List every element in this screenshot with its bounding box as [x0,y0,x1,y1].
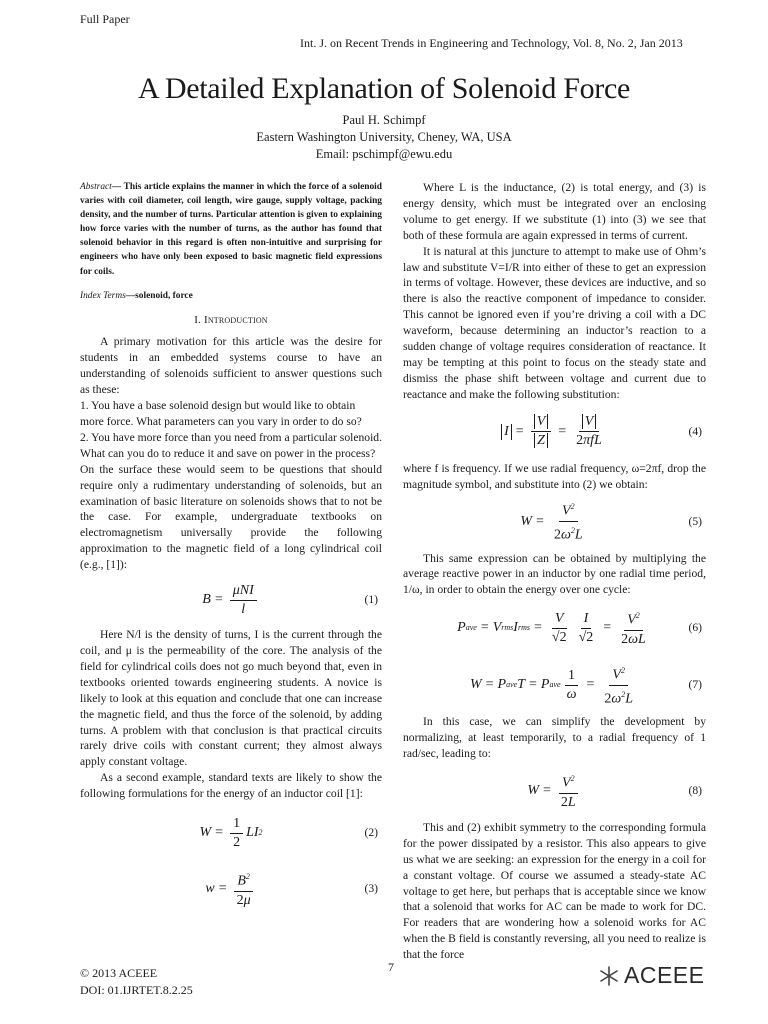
aceee-logo [598,962,704,989]
aceee-star-icon [598,965,620,987]
equation-3: w = $\frac{B^2}{2\mu}$ (3) [80,864,382,914]
section-number: I. [194,313,204,326]
abstract-text: — This article explains the manner in which the force of a solenoid varies with coil diameter, coil length, wire gauge, supply voltage, packing density, and the number of turns. Particular attention is given to explaining how force varies with the number of turns, as the author has found that solenoid behavior in this regard is often non-intuitive and surprising for engineers who have only been exposed to basic magnetic field expressions for coils. [80,182,382,277]
footer-doi: DOI: 01.IJRTET.8.2.25 [80,983,193,997]
paragraph: Here N/l is the density of turns, I is the current through the coil, and μ is the permeability of the core. The analysis of the field for cylindrical coils does not go much beyond that, even in textbooks oriented towards engineering students. A novice is likely to look at this equation and conclude that one can increase the magnetic field, and thus the force of the solenoid, by adding turns. A problem with that conclusion is that practical circuits rarely drive coils with constant current; they almost always apply constant voltage. [80,628,382,769]
author-name: Paul H. Schimpf [342,113,426,127]
paragraph: On the surface these would seem to be questions that should require only a rudimentary understanding of solenoids, but an examination of basic literature on solenoids shows that to not be the case. For example, undergraduate textbooks on electromagnetism universally provide the following approximation to the magnetic field of a long cylindrical coil (e.g., [1]): [80,462,382,572]
abstract [80,180,382,279]
equation-8: W = $\frac{V^2}{2L}$ (8) [403,764,706,818]
paper-title: A Detailed Explanation of Solenoid Force [137,72,631,105]
section-title: Introduction [203,313,268,326]
paragraph: This same expression can be obtained by multiplying the average reactive power in an inductor by one radial time period, 1/ω, in order to obtain the energy over one cycle: [403,551,706,597]
page-number: 7 [388,960,394,974]
equation-number: (3) [364,882,378,896]
index-terms-label: Index Terms [80,290,126,301]
equation-1: B = $\frac{\text{μNI}}{l}$ (1) [202,582,378,617]
abstract-label: Abstract [80,182,112,192]
author-email: Email: pschimpf@ewu.edu [315,147,453,161]
section-heading [80,313,382,329]
index-terms [80,289,382,305]
equation-number: (1) [364,593,378,607]
author-affiliation: Eastern Washington University, Cheney, WA, USA [256,130,512,144]
left-column [80,180,382,916]
paragraph: where f is frequency. If we use radial frequency, ω=2πf, drop the magnitude symbol, and substitute into (2) we obtain: [403,461,706,491]
footer-copyright: © 2013 ACEEE [80,966,158,980]
paragraph: Where L is the inductance, (2) is total energy, and (3) is energy density, which must be integrated over an enclosing volume to get energy. If we substitute (1) into (3) we see that both of these formula are again expressed in terms of current. [403,181,706,242]
equation-number: (6) [688,621,702,635]
equation-6: P ave = V rms I rms = $\frac{V}{√2}$ $\frac{I}{√2}$ = $\frac{V^2}{2\omega L}$ (6) [403,600,706,656]
equation-5: W = $\frac{V^2}{2\omega^2L}$ (5) [403,495,706,549]
equation-number: (7) [688,678,702,692]
paragraph: In this case, we can simplify the development by normalizing, at least temporarily, to a radial frequency of 1 rad/sec, leading to: [403,715,706,761]
equation-number: (5) [688,514,702,528]
equation-number: (2) [364,826,378,840]
question-item: 2. You have more force than you need from a particular solenoid. What can you do to reduce it and save on power in the process? [80,430,382,460]
question-item: 1. You have a base solenoid design but would like to obtain more force. What parameters can you vary in order to do so? [80,399,362,428]
header-label: Full Paper [80,12,130,26]
equation-number: (4) [688,424,702,438]
paragraph: This and (2) exhibit symmetry to the corresponding formula for the power dissipated by a resistor. This also appears to give us what we are seeking: an expression for the energy in a coil for a constant voltage. Of course we assumed a steady-state AC voltage to get here, but perhaps that is acceptable since we know that a solenoid that works for AC can be made to work for DC. For readers that are wondering how a solenoid works for AC when the B field is constantly reversing, all you need to realize is that the force [403,820,706,962]
journal-citation: Int. J. on Recent Trends in Engineering and Technology, Vol. 8, No. 2, Jan 2013 [300,36,683,50]
paragraph: A primary motivation for this article was the desire for students in an embedded systems course to have an understanding of solenoids sufficient to answer questions such as these: [80,335,382,397]
index-terms-text: —solenoid, force [125,290,193,301]
right-column [403,180,706,963]
equation-2: W = $\frac{1}{2}$ LI 2 (2) [199,815,378,850]
aceee-logo-text: ACEEE [624,962,705,988]
paragraph: It is natural at this juncture to attempt to make use of Ohm’s law and substitute V=I/R into either of these to get an expression in terms of voltage. However, these devices are inductive, and so there is also the reactive component of impedance to consider. This cannot be ignored even if you’re driving a coil with a DC waveform, because determining an inductor’s reaction to a sudden change of voltage requires consideration of reactance. It may be tempting at this point to focus on the steady state and dismiss the phase shift between voltage and current due to reactance and make the following substitution: [403,244,706,401]
equation-7: W = P ave T = P ave $\frac{1}{\omega}$ = $\frac{V^2}{2\omega^2L}$ (7) [403,658,706,712]
paragraph: As a second example, standard texts are likely to show the following formulations for the energy of an inductor coil [1]: [80,771,382,801]
equation-number: (8) [688,783,702,797]
equation-4: I = $\frac{V}{Z}$ = $\frac{V}{\text{2πfL}}$ (4) [403,405,706,459]
